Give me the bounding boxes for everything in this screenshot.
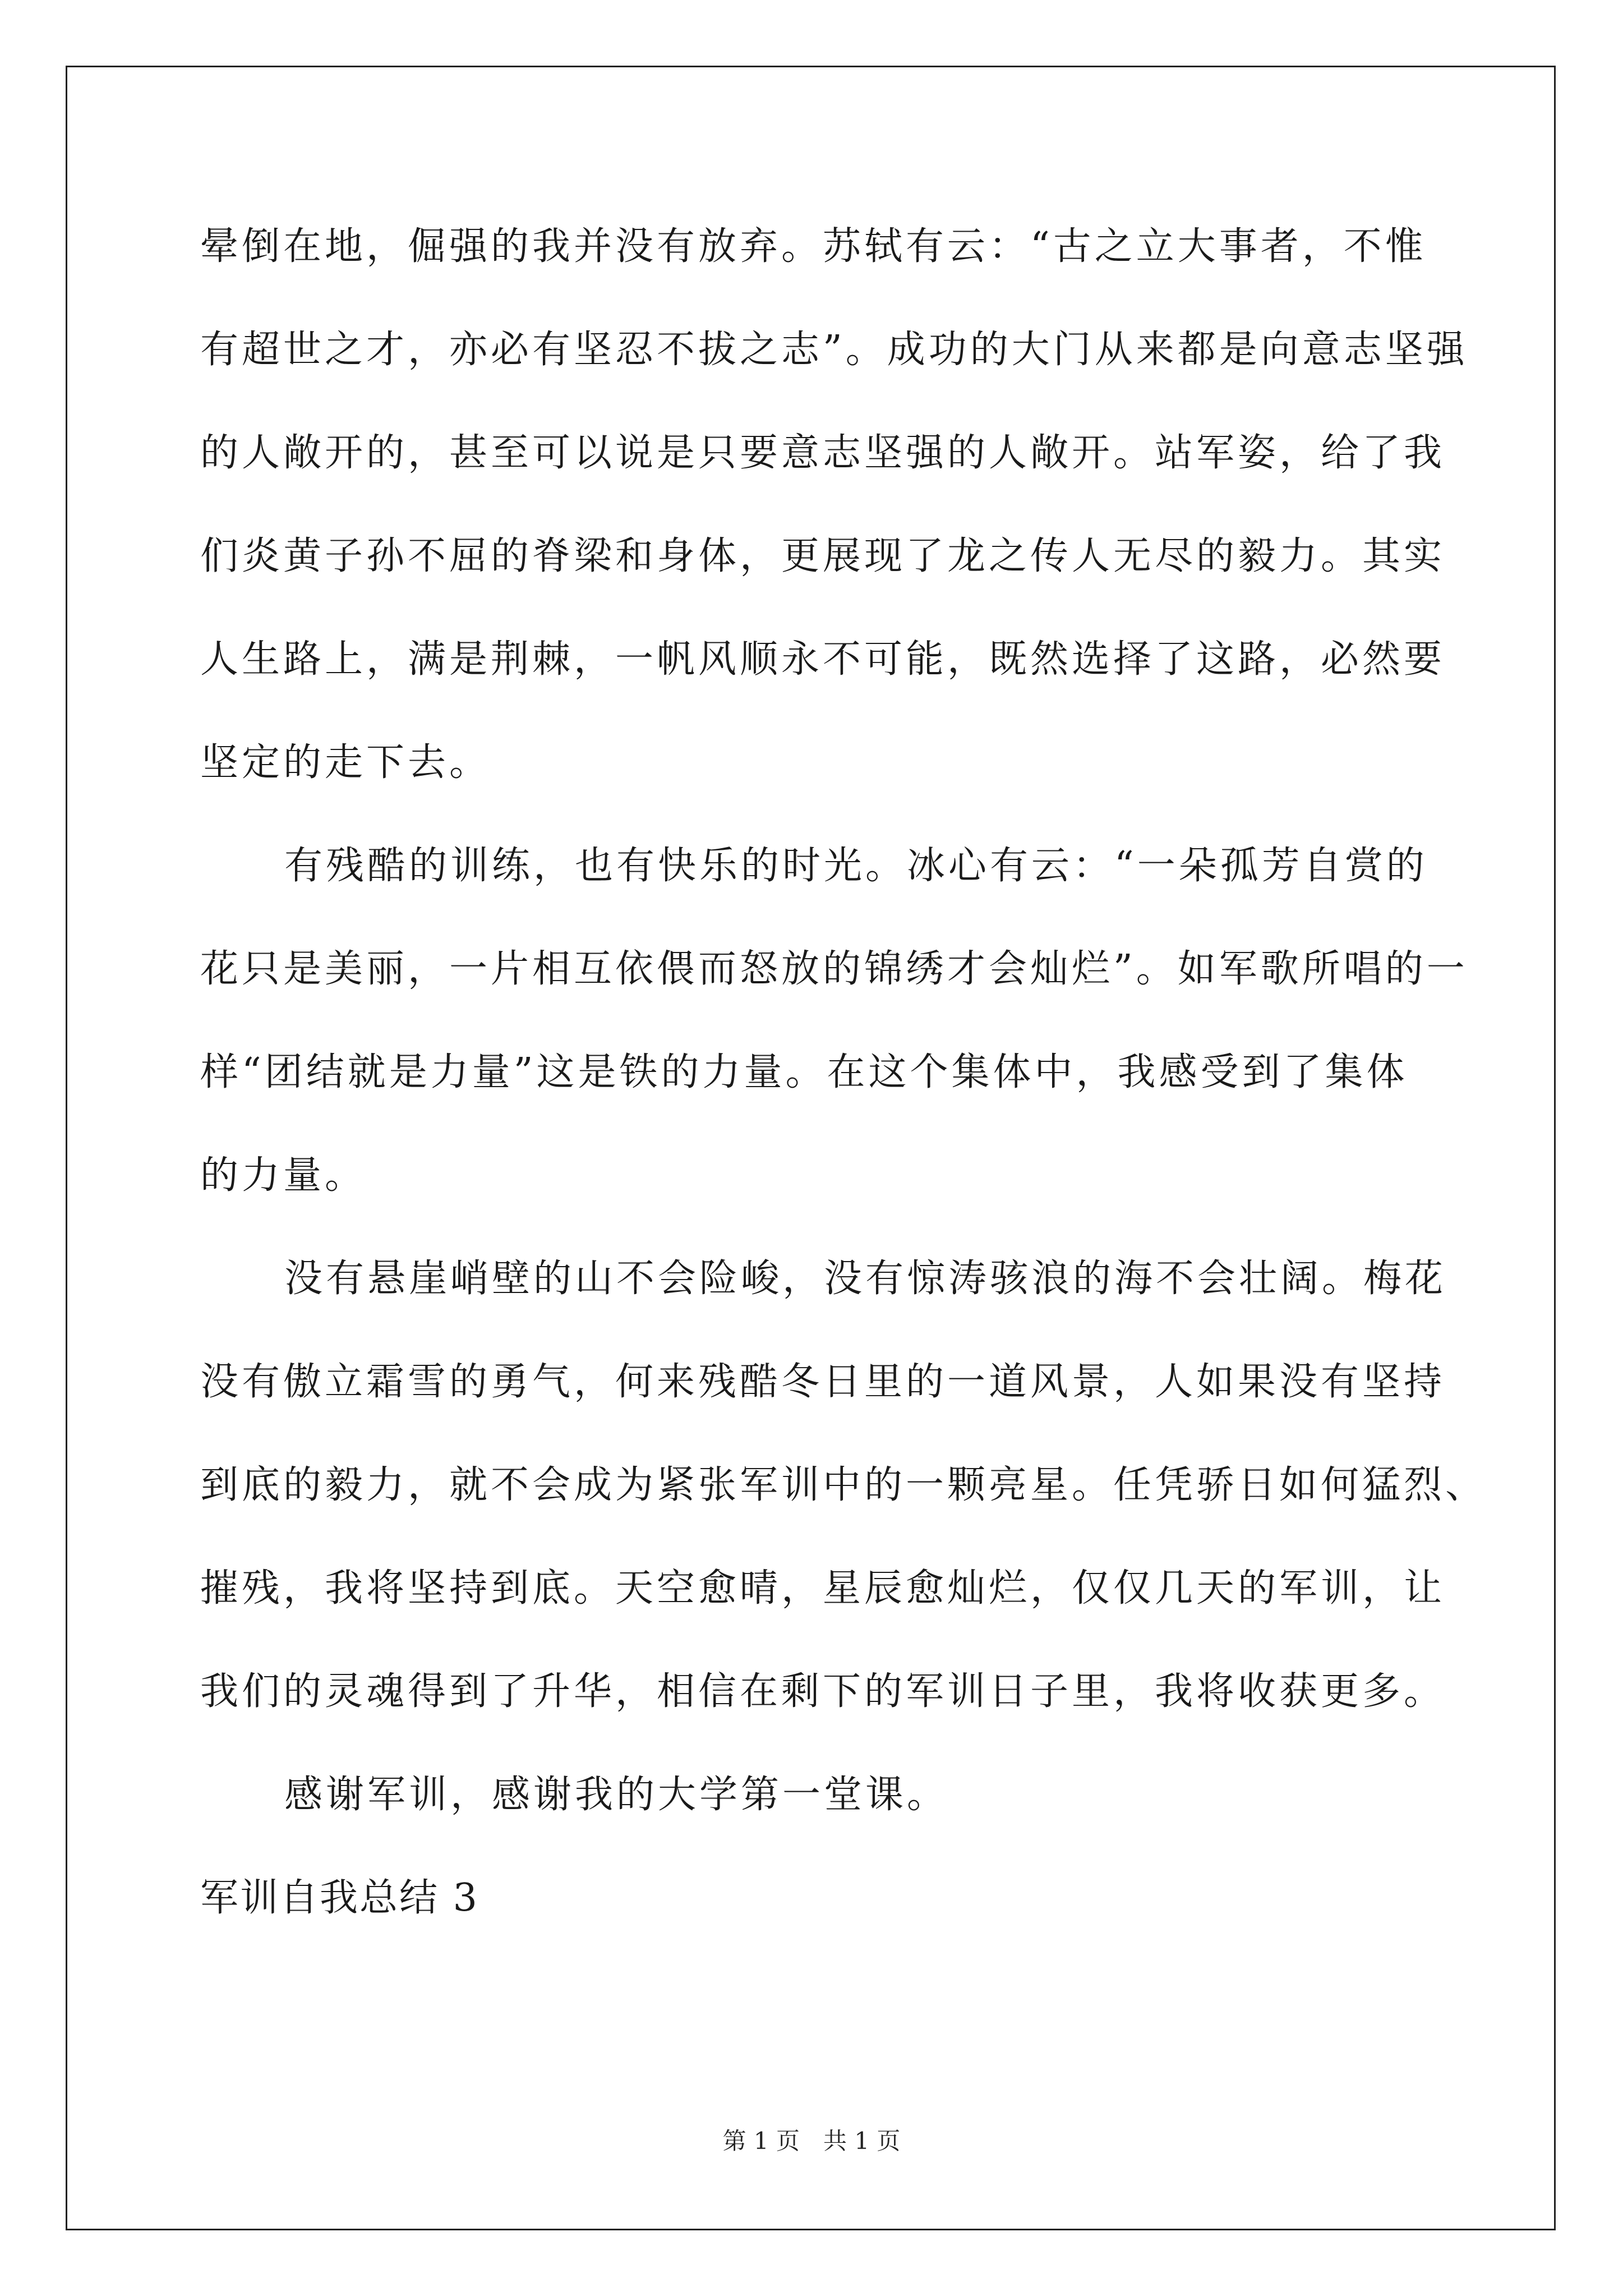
paragraph-line: 的人敞开的，甚至可以说是只要意志坚强的人敞开。站军姿，给了我 <box>200 431 1446 475</box>
paragraph-line: 有超世之才，亦必有坚忍不拔之志”。成功的大门从来都是向意志坚强 <box>200 328 1468 372</box>
paragraph-line: 到底的毅力，就不会成为紧张军训中的一颗亮星。任凭骄日如何猛烈、 <box>200 1463 1487 1507</box>
section-heading: 军训自我总结 3 <box>200 1876 479 1920</box>
paragraph-line: 花只是美丽，一片相互依偎而怒放的锦绣才会灿烂”。如军歌所唱的一 <box>200 947 1468 991</box>
paragraph-line: 我们的灵魂得到了升华，相信在剩下的军训日子里，我将收获更多。 <box>200 1669 1446 1714</box>
paragraph-line: 感谢军训，感谢我的大学第一堂课。 <box>284 1773 949 1817</box>
document-body <box>200 208 1487 1962</box>
paragraph-line: 的力量。 <box>200 1153 367 1198</box>
paragraph-line: 摧残，我将坚持到底。天空愈晴，星辰愈灿烂，仅仅几天的军训，让 <box>200 1566 1446 1611</box>
paragraph-line: 晕倒在地，倔强的我并没有放弃。苏轼有云：“古之立大事者，不惟 <box>200 224 1427 269</box>
page-footer: 第 1 页 共 1 页 <box>722 2127 901 2155</box>
paragraph-line: 样“团结就是力量”这是铁的力量。在这个集体中，我感受到了集体 <box>200 1050 1408 1094</box>
paragraph-line: 们炎黄子孙不屈的脊梁和身体，更展现了龙之传人无尽的毅力。其实 <box>200 534 1446 578</box>
paragraph-line: 坚定的走下去。 <box>200 740 491 785</box>
paragraph-line: 没有傲立霜雪的勇气，何来残酷冬日里的一道风景，人如果没有坚持 <box>200 1360 1446 1404</box>
paragraph-line: 人生路上，满是荆棘，一帆风顺永不可能，既然选择了这路，必然要 <box>200 637 1446 682</box>
paragraph-line: 有残酷的训练，也有快乐的时光。冰心有云：“一朵孤芳自赏的 <box>284 844 1428 888</box>
paragraph-line: 没有悬崖峭壁的山不会险峻，没有惊涛骇浪的海不会壮阔。梅花 <box>284 1257 1447 1301</box>
